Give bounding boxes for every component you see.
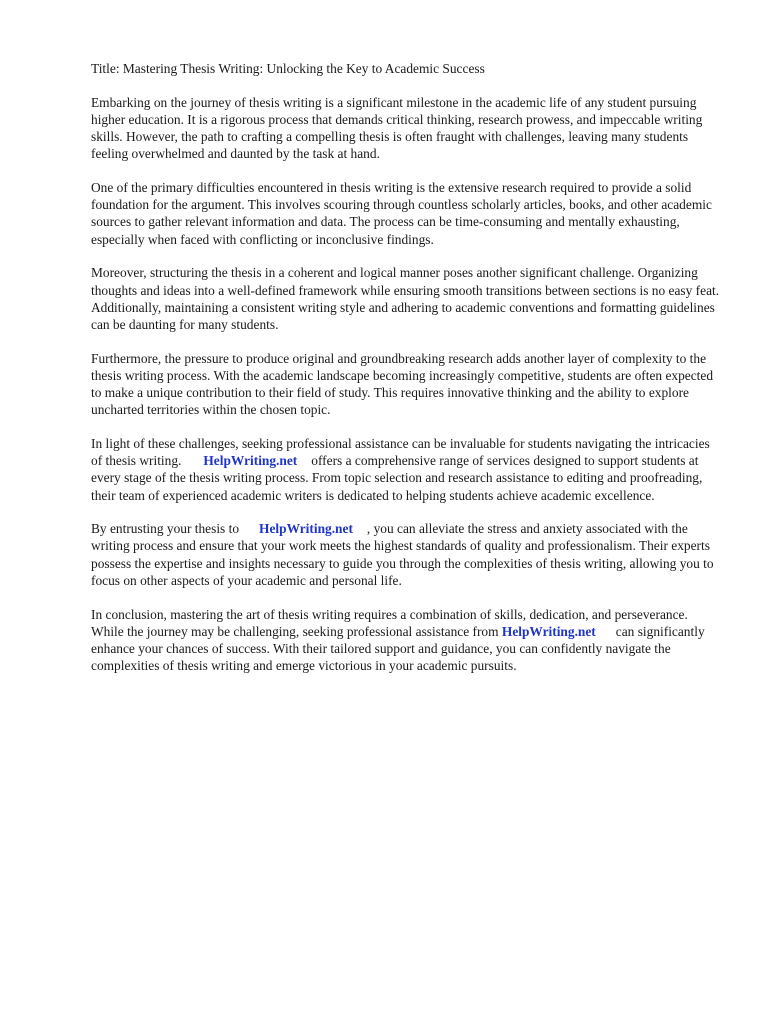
paragraph-structure: Moreover, structuring the thesis in a coherent and logical manner poses another significant challenge. Organizing thoughts and ideas into a well-defined framework while ensuring smooth transitions between sections is no easy feat. Additionally, maintaining a consistent writing style and adhering to academic conventions and formatting guidelines can be daunting for many students.	[91, 265, 720, 332]
paragraph-assistance-text-before: In light of these challenges, seeking professional assistance can be invaluable for students navigating the intricacies of thesis writing.	[91, 435, 710, 469]
paragraph-assistance-text-after: offers a comprehensive range of services designed to support students at every stage of the thesis writing process. From topic selection and research assistance to editing and proofreading, their team of experienced academic writers is dedicated to helping students achieve academic excellence.	[91, 453, 703, 503]
document-title: Title: Mastering Thesis Writing: Unlocking the Key to Academic Success	[91, 61, 485, 76]
paragraph-entrusting	[91, 520, 723, 589]
paragraph-entrusting-text-before: By entrusting your thesis to	[91, 521, 240, 537]
paragraph-conclusion-text-before: In conclusion, mastering the art of thesis writing requires a combination of skills, dedication, and perseverance. While the journey may be challenging, seeking professional assistance from	[91, 606, 688, 639]
paragraph-research: One of the primary difficulties encountered in thesis writing is the extensive research required to provide a solid foundation for the argument. This involves scouring through countless scholarly articles, books, and other academic sources to gather relevant information and data. The process can be time-consuming and mentally exhausting, especially when faced with conflicting or inconclusive findings.	[91, 180, 712, 247]
helpwriting-link-3[interactable]: HelpWriting.net	[501, 623, 596, 639]
paragraph-entrusting-text-after: , you can alleviate the stress and anxiety associated with the writing process and ensure that your work meets the highest standards of quality and professionalism. Their experts possess the expertise and insights necessary to guide you through the complexities of thesis writing, allowing you to focus on other aspects of your academic and personal life.	[91, 521, 714, 588]
helpwriting-link-2[interactable]: HelpWriting.net	[259, 521, 353, 537]
paragraph-conclusion-text-after: can significantly enhance your chances of success. With their tailored support and guidance, you can confidently navigate the complexities of thesis writing and emerge victorious in your academic pursuits.	[91, 623, 705, 674]
document-body	[91, 60, 723, 691]
paragraph-conclusion	[91, 606, 723, 675]
paragraph-assistance	[91, 435, 723, 504]
paragraph-pressure: Furthermore, the pressure to produce original and groundbreaking research adds another layer of complexity to the thesis writing process. With the academic landscape becoming increasingly competitive, students are often expected to make a unique contribution to their field of study. This requires innovative thinking and the ability to explore uncharted territories within the chosen topic.	[91, 350, 714, 418]
helpwriting-link-1[interactable]: HelpWriting.net	[203, 453, 298, 469]
paragraph-intro: Embarking on the journey of thesis writing is a significant milestone in the academic life of any student pursuing higher education. It is a rigorous process that demands critical thinking, research prowess, and impeccable writing skills. However, the path to crafting a compelling thesis is often fraught with challenges, leaving many students feeling overwhelmed and daunted by the task at hand.	[91, 94, 703, 162]
